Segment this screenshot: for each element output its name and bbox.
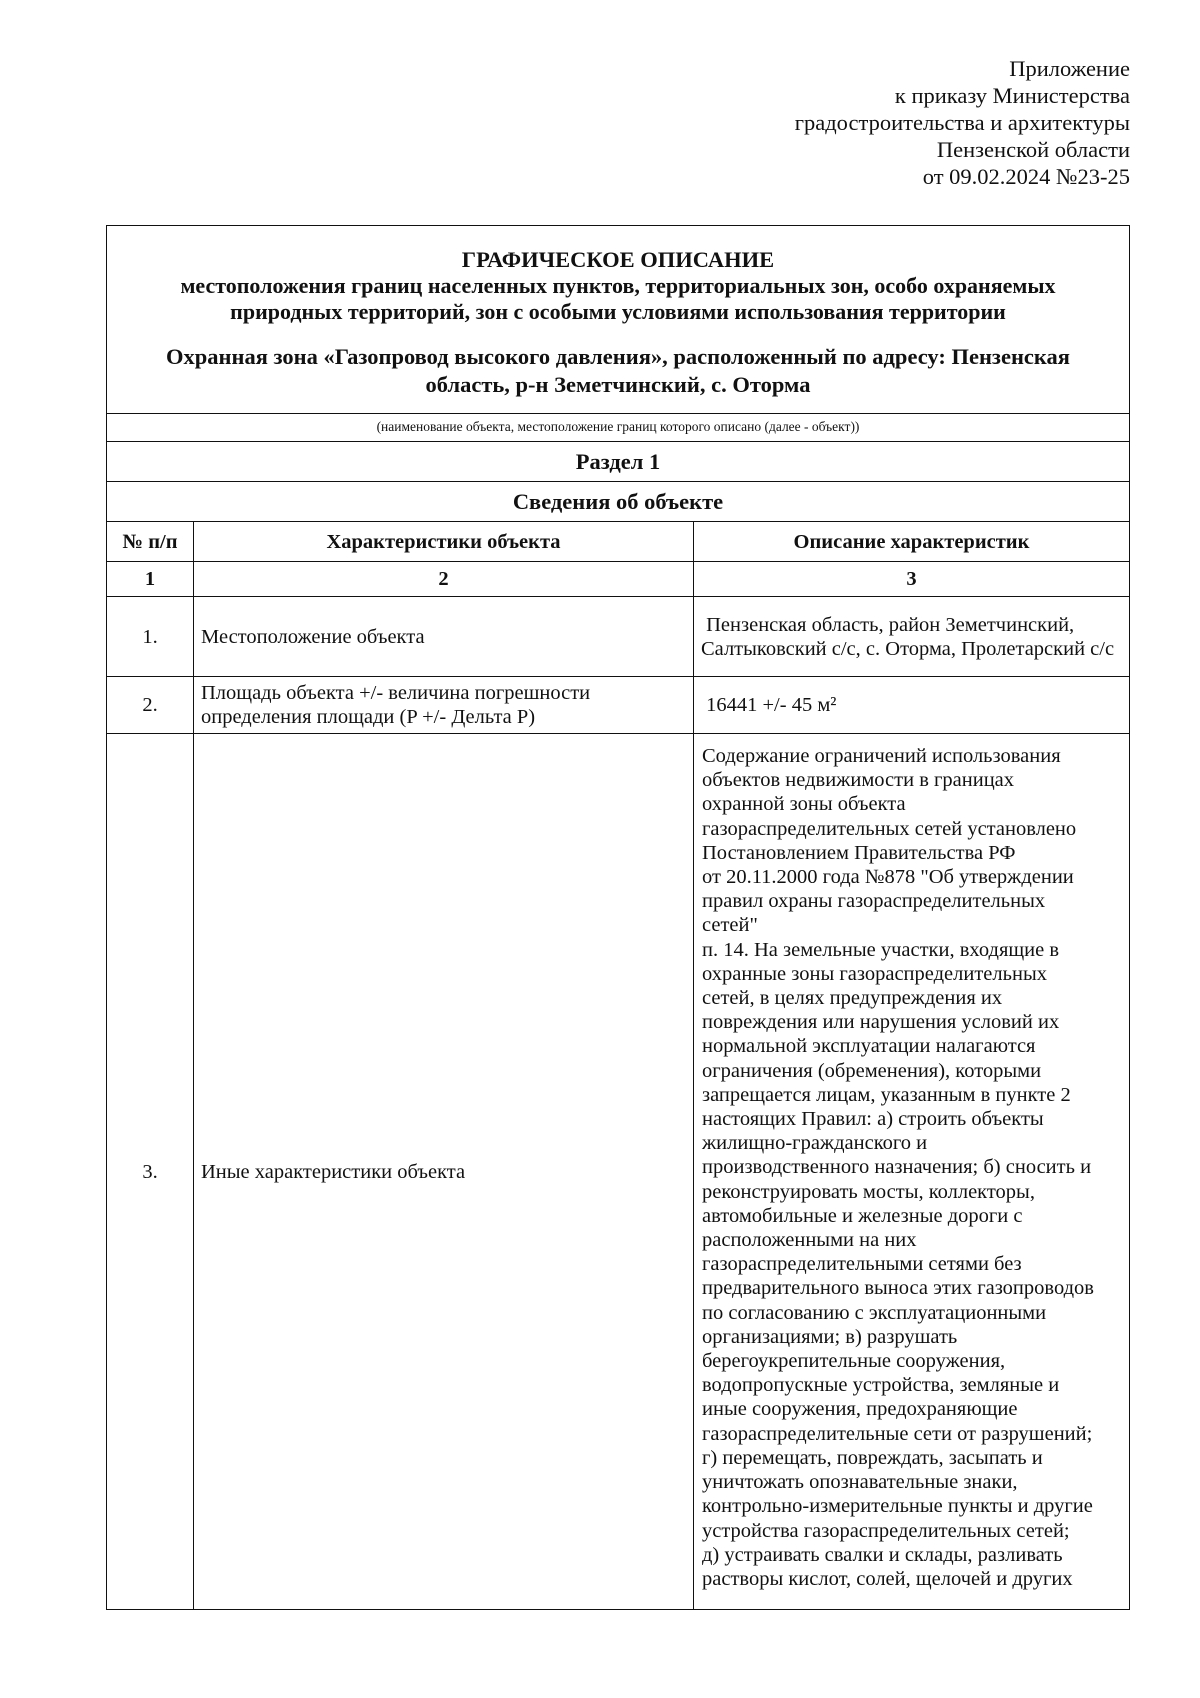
order-reference-header — [795, 55, 1130, 190]
row-value: Содержание ограничений использования объектов недвижимости в границах охранной зоны объекта газораспределительных сетей установлено Постановлением Правительства РФ от 20.11.2000 года №878 "Об утверждении правил охраны газораспределительных сетей" п. 14. На земельные участки, входящие в охранные зоны газораспределительных сетей, в целях предупреждения их повреждения или нарушения условий их нормальной эксплуатации налагаются ограничения (обременения), которыми запрещается лицам, указанным в пункте 2 настоящих Правил: а) строить объекты жилищно-гражданского и производственного назначения; б) сносить и реконструировать мосты, коллекторы, автомобильные и железные дороги с расположенными на них газораспределительными сетями без предварительного выноса этих газопроводов по согласованию с эксплуатационными организациями; в) разрушать берегоукрепительные сооружения, водопропускные устройства, земляные и иные сооружения, предохраняющие газораспределительные сети от разрушений; г) перемещать, повреждать, засыпать и уничтожать опознавательные знаки, контрольно-измерительные пункты и другие устройства газораспределительных сетей; д) устраивать свалки и склады, разливать растворы кислот, солей, щелочей и других — [693, 734, 1129, 1609]
header-characteristic: Характеристики объекта — [193, 522, 693, 561]
object-caption: (наименование объекта, местоположение границ которого описано (далее - объект)) — [107, 414, 1129, 442]
row-characteristic: Иные характеристики объекта — [193, 734, 693, 1609]
object-name: Охранная зона «Газопровод высокого давления», расположенный по адресу: Пензенская область, р-н Земетчинский, с. Оторма — [166, 344, 1070, 397]
table-row — [107, 597, 1129, 677]
column-number-row — [107, 562, 1129, 597]
header-line: от 09.02.2024 №23-25 — [922, 164, 1130, 189]
column-number: 3 — [693, 562, 1129, 596]
header-number: № п/п — [122, 530, 178, 553]
section-title: Раздел 1 — [107, 442, 1129, 482]
row-value: 16441 +/- 45 м² — [693, 677, 1129, 733]
title-section — [107, 226, 1129, 414]
column-number: 1 — [144, 568, 156, 590]
row-number: 3. — [142, 1160, 158, 1183]
document-title: ГРАФИЧЕСКОЕ ОПИСАНИЕ — [461, 247, 775, 272]
document-subtitle: местоположения границ населенных пунктов, территориальных зон, особо охраняемых природных территорий, зон с особыми условиями использования территории — [180, 273, 1056, 324]
row-number: 1. — [142, 625, 158, 648]
header-line: Пензенской области — [936, 137, 1130, 162]
column-number: 2 — [193, 562, 693, 596]
row-number: 2. — [142, 694, 158, 716]
header-description: Описание характеристик — [693, 522, 1129, 561]
document-form — [106, 225, 1130, 1610]
table-row — [107, 677, 1129, 734]
row-characteristic: Площадь объекта +/- величина погрешности определения площади (P +/- Дельта P) — [193, 677, 693, 733]
table-header-row — [107, 522, 1129, 562]
header-line: к приказу Министерства — [894, 83, 1130, 108]
table-row — [107, 734, 1129, 1609]
row-characteristic: Местоположение объекта — [193, 597, 693, 676]
header-line: градостроительства и архитектуры — [794, 110, 1130, 135]
section-subtitle: Сведения об объекте — [107, 482, 1129, 522]
row-value: Пензенская область, район Земетчинский, Салтыковский с/с, с. Оторма, Пролетарский с/с — [693, 597, 1129, 676]
header-line: Приложение — [1009, 56, 1130, 81]
